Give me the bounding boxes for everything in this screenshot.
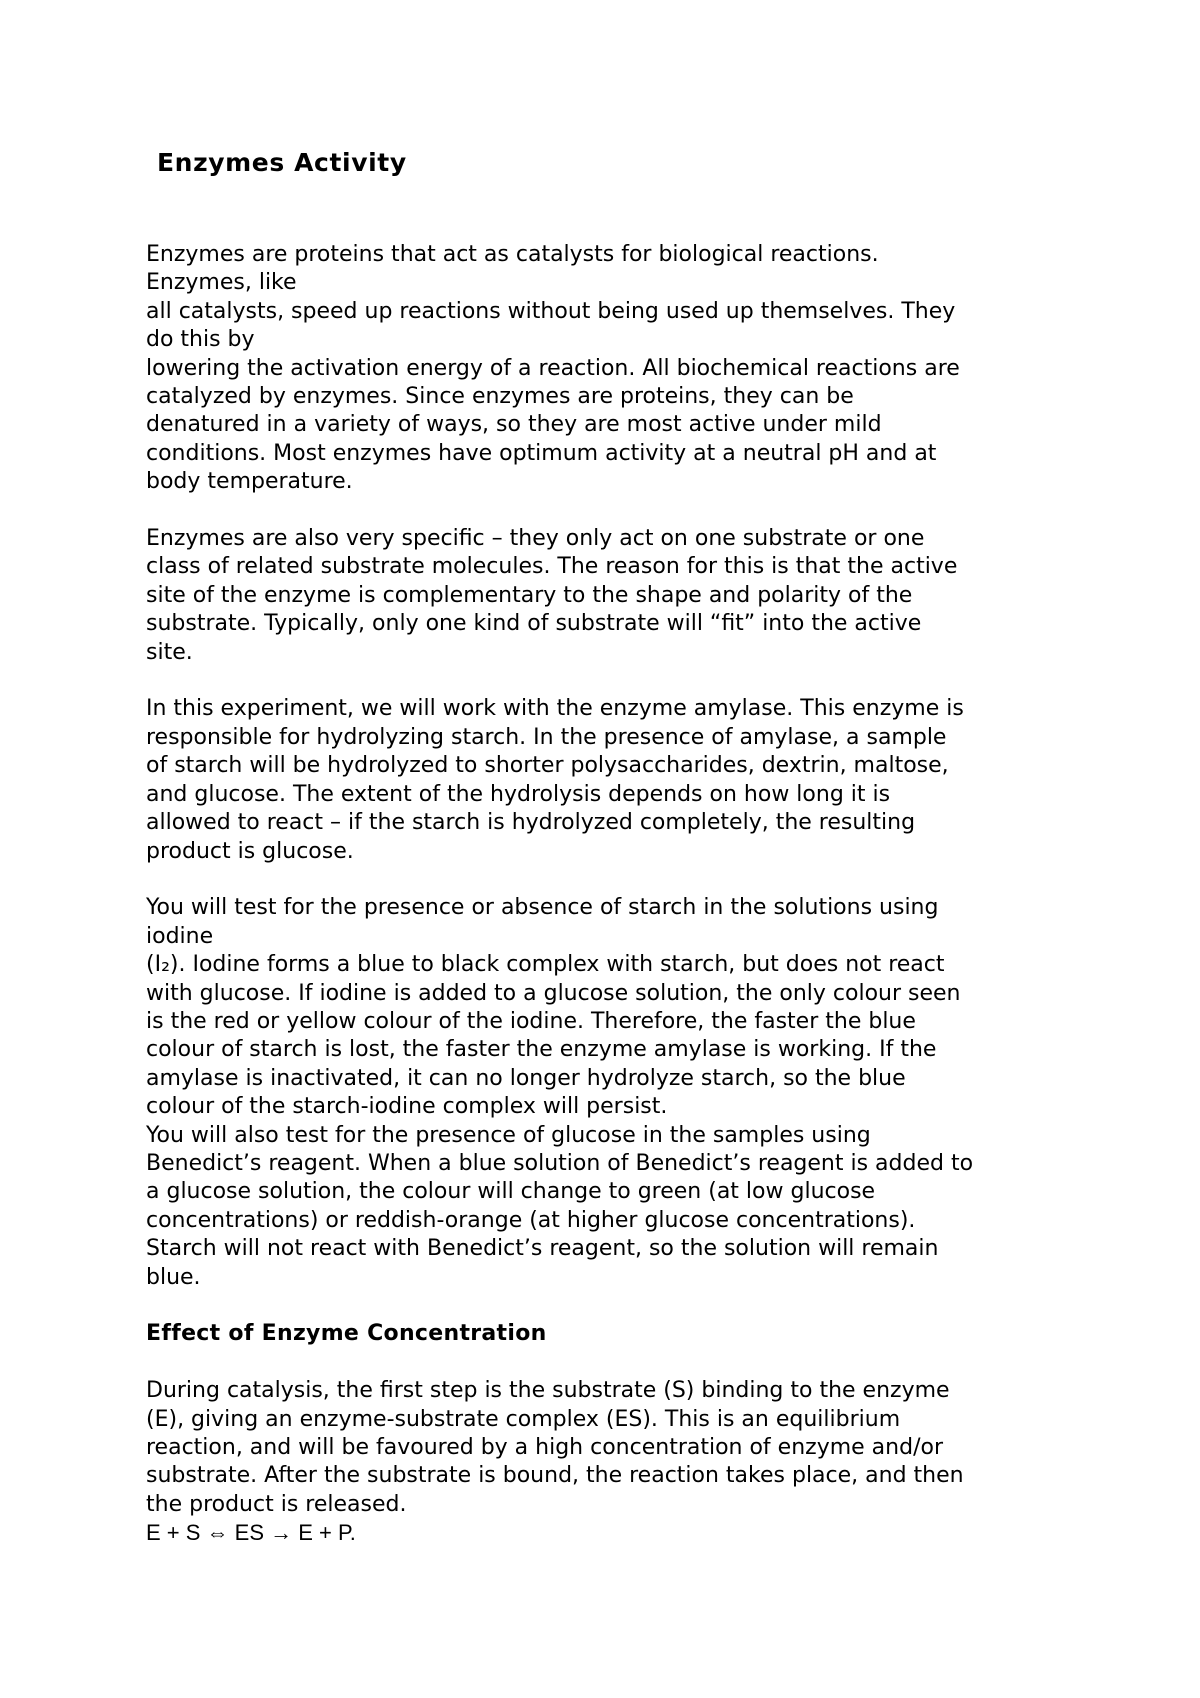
- text-line: the product is released.: [146, 1491, 407, 1517]
- text-line: colour of the starch-iodine complex will persist.: [146, 1094, 668, 1120]
- text-line: conditions. Most enzymes have optimum activity at a neutral pH and at: [146, 440, 937, 466]
- text-line: responsible for hydrolyzing starch. In the presence of amylase, a sample: [146, 724, 947, 750]
- text-line: You will also test for the presence of glucose in the samples using: [146, 1122, 871, 1148]
- paragraph-benedicts-test: [146, 1122, 1096, 1292]
- text-line: (E), giving an enzyme-substrate complex (ES). This is an equilibrium: [146, 1406, 901, 1432]
- document-body: [146, 241, 1096, 1548]
- paragraph-catalysis: [146, 1377, 1096, 1547]
- text-line: product is glucose.: [146, 838, 354, 864]
- section-heading: Effect of Enzyme Concentration: [146, 1321, 547, 1347]
- document-title: Enzymes Activity: [157, 148, 407, 177]
- paragraph-enzyme-specificity: [146, 525, 1096, 667]
- text-line: Benedict’s reagent. When a blue solution of Benedict’s reagent is added to: [146, 1150, 974, 1176]
- text-line: body temperature.: [146, 469, 353, 495]
- text-line: Enzymes are also very specific – they only act on one substrate or one: [146, 526, 925, 552]
- text-line: During catalysis, the first step is the substrate (S) binding to the enzyme: [146, 1378, 950, 1404]
- text-line: site.: [146, 639, 193, 665]
- text-line: catalyzed by enzymes. Since enzymes are proteins, they can be: [146, 384, 854, 410]
- text-line: allowed to react – if the starch is hydrolyzed completely, the resulting: [146, 810, 916, 836]
- text-line: (I₂). Iodine forms a blue to black complex with starch, but does not react: [146, 952, 945, 978]
- paragraph-enzymes-intro: [146, 241, 1096, 497]
- text-line: Enzymes are proteins that act as catalysts for biological reactions.: [146, 242, 879, 267]
- text-line: iodine: [146, 923, 214, 949]
- text-line: concentrations) or reddish-orange (at higher glucose concentrations).: [146, 1207, 916, 1233]
- text-line: class of related substrate molecules. The reason for this is that the active: [146, 554, 958, 580]
- text-line: substrate. After the substrate is bound, the reaction takes place, and then: [146, 1463, 964, 1489]
- text-line: Starch will not react with Benedict’s reagent, so the solution will remain: [146, 1236, 939, 1262]
- text-line: all catalysts, speed up reactions without being used up themselves. They: [146, 298, 956, 324]
- text-line: amylase is inactivated, it can no longer hydrolyze starch, so the blue: [146, 1065, 906, 1091]
- text-line: a glucose solution, the colour will change to green (at low glucose: [146, 1179, 876, 1205]
- text-line: You will test for the presence or absence of starch in the solutions using: [146, 895, 939, 921]
- text-line: colour of starch is lost, the faster the enzyme amylase is working. If the: [146, 1037, 937, 1063]
- text-line: blue.: [146, 1264, 201, 1290]
- text-line: with glucose. If iodine is added to a glucose solution, the only colour seen: [146, 980, 961, 1006]
- text-line: site of the enzyme is complementary to the shape and polarity of the: [146, 582, 913, 608]
- text-line: denatured in a variety of ways, so they are most active under mild: [146, 412, 882, 438]
- text-line: of starch will be hydrolyzed to shorter polysaccharides, dextrin, maltose,: [146, 753, 949, 779]
- text-line: and glucose. The extent of the hydrolysis depends on how long it is: [146, 781, 891, 807]
- text-line: Enzymes, like: [146, 270, 297, 296]
- text-line: substrate. Typically, only one kind of substrate will “fit” into the active: [146, 611, 922, 637]
- text-line: is the red or yellow colour of the iodine. Therefore, the faster the blue: [146, 1008, 916, 1034]
- text-line: In this experiment, we will work with the enzyme amylase. This enzyme is: [146, 696, 964, 722]
- reaction-equation: E + S ⇔ ES → E + P.: [146, 1520, 356, 1546]
- text-line: do this by: [146, 327, 255, 353]
- text-line: lowering the activation energy of a reaction. All biochemical reactions are: [146, 355, 960, 381]
- text-line: reaction, and will be favoured by a high concentration of enzyme and/or: [146, 1434, 943, 1460]
- paragraph-iodine-test: [146, 894, 1096, 1121]
- paragraph-amylase-experiment: [146, 695, 1096, 865]
